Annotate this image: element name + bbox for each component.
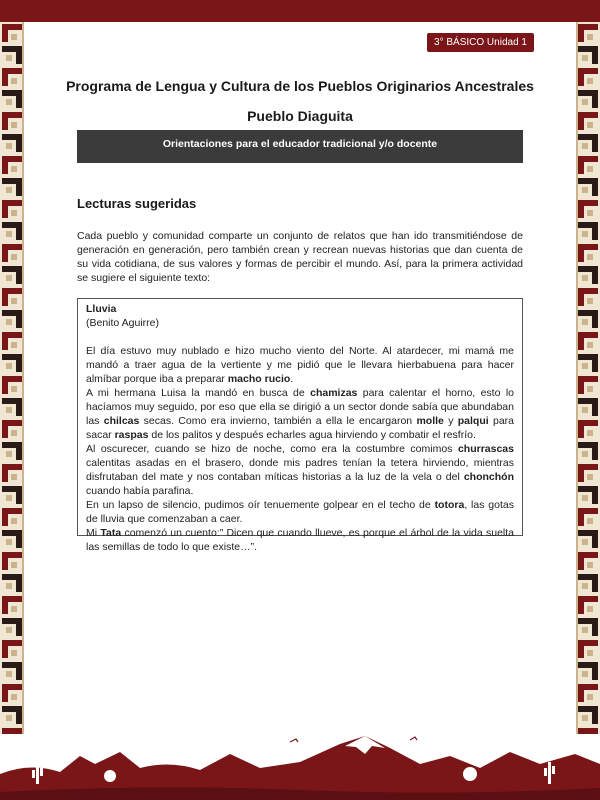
keyword: churrascas bbox=[457, 443, 514, 455]
section-heading: Lecturas sugeridas bbox=[77, 196, 197, 211]
reading-paragraph-4: En un lapso de silencio, pudimos oír tenuemente golpear en el techo de totora, las gotas de lluvia que comenzaban a caer. bbox=[86, 499, 514, 525]
keyword: chilcas bbox=[103, 415, 140, 427]
keyword: molle bbox=[416, 415, 444, 427]
keyword: Tata bbox=[100, 527, 122, 539]
people-title: Pueblo Diaguita bbox=[247, 108, 353, 124]
reading-title: Lluvia bbox=[86, 303, 117, 315]
keyword: palqui bbox=[457, 415, 489, 427]
keyword: raspas bbox=[114, 429, 149, 441]
intro-paragraph: Cada pueblo y comunidad comparte un conjunto de relatos que han ido transmitiéndose de generación en generación, pero también crean y recrean nuevas historias que dan cuenta de su vida cotidiana, de sus valores y formas de percibir el mundo. Así, para la primera actividad se sugiere el siguiente texto: bbox=[77, 230, 523, 284]
orientation-bar: Orientaciones para el educador tradicional y/o docente bbox=[77, 130, 523, 163]
left-border-pattern bbox=[0, 22, 24, 734]
footer-landscape bbox=[0, 734, 600, 800]
program-title: Programa de Lengua y Cultura de los Pueblos Originarios Ancestrales bbox=[66, 78, 534, 94]
keyword: chamizas bbox=[310, 387, 358, 399]
keyword: macho rucio bbox=[227, 373, 291, 385]
unit-tag: 3° BÁSICO Unidad 1 bbox=[427, 33, 534, 52]
reading-paragraph-1: El día estuvo muy nublado e hizo mucho viento del Norte. Al atardecer, mi mamá me mandó a traer agua de la vertiente y me pidió que le llevara hierbabuena para hacer almíbar porque iba a preparar macho rucio. bbox=[86, 345, 514, 385]
reading-paragraph-2: A mi hermana Luisa la mandó en busca de chamizas para calentar el horno, esto lo hacíamos muy seguido, por eso que ella se dirigió a un sector donde sabía que abundaban las chilcas secas. Como era invierno, también a ella le encargaron molle y palqui para sacar raspas de los palitos y después echarles agua hirviendo y combatir el resfrío. bbox=[86, 387, 514, 441]
reading-paragraph-5: Mi Tata comenzó un cuento:” Dicen que cuando llueve, es porque el árbol de la vida suelta las semillas de todo lo que existe…”. bbox=[86, 527, 514, 553]
reading-author: (Benito Aguirre) bbox=[86, 317, 159, 329]
reading-paragraph-3: Al oscurecer, cuando se hizo de noche, como era la costumbre comimos churrascas calentitas asadas en el brasero, donde mis padres tenían la tetera hirviendo, mientras disfrutaban del mate y nos contaban míticas historias a la luz de la vela o del chonchón cuando había parafina. bbox=[86, 443, 514, 497]
keyword: totora bbox=[434, 499, 465, 511]
top-band bbox=[0, 0, 600, 22]
keyword: chonchón bbox=[463, 471, 514, 483]
reading-box bbox=[77, 298, 523, 553]
right-border-pattern bbox=[576, 22, 600, 734]
